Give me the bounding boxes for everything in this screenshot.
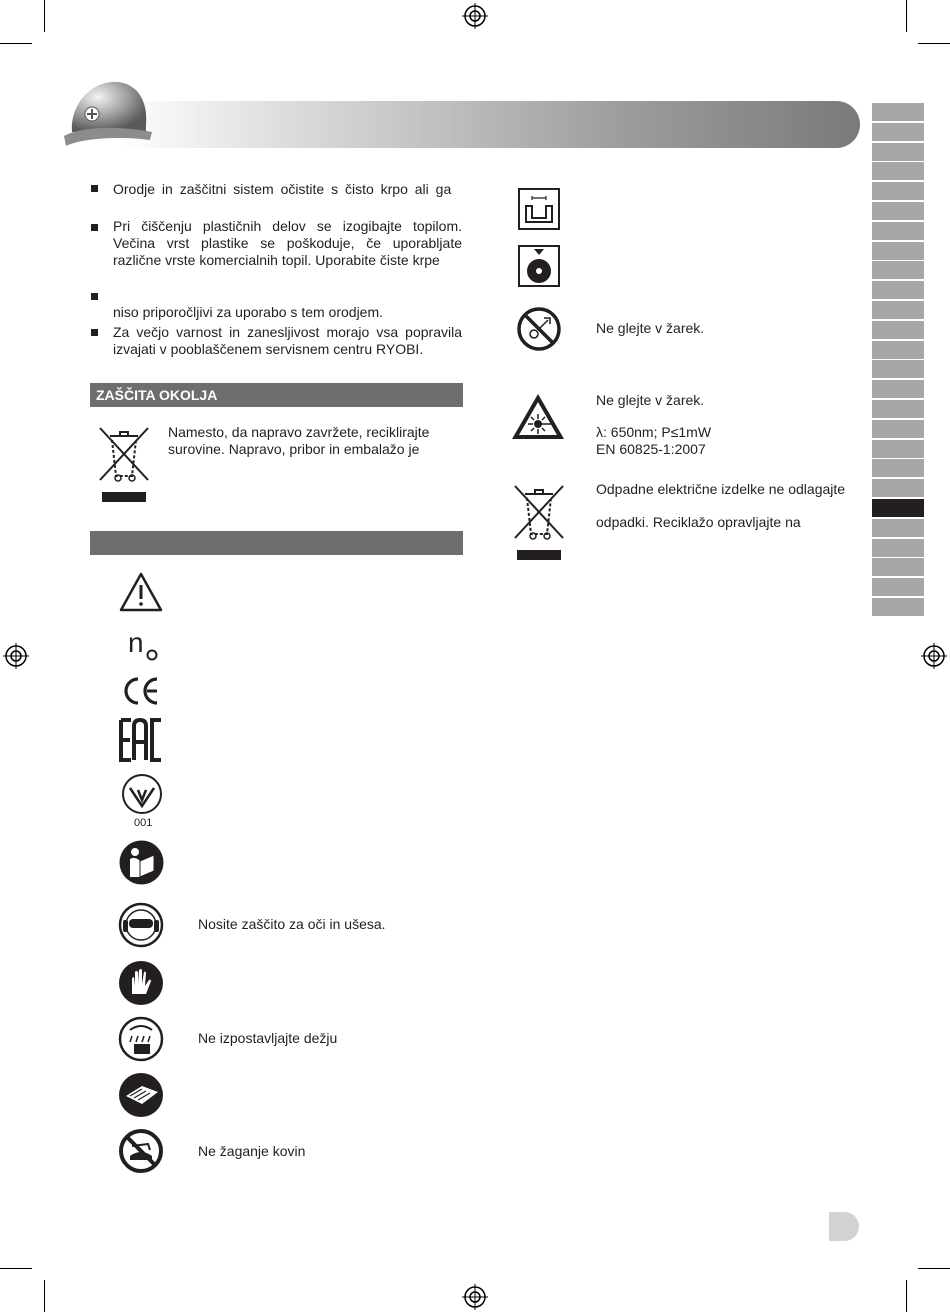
goggles-text: Nosite zaščito za oči in ušesa. <box>198 916 386 932</box>
eac-mark-icon <box>118 718 164 762</box>
language-tab <box>872 261 924 279</box>
language-tab <box>872 440 924 458</box>
bullet-square <box>91 329 98 336</box>
page-number-tab <box>829 1212 859 1241</box>
weee-text: Odpadne električne izdelke ne odlagajte <box>596 481 846 497</box>
language-tab <box>872 578 924 596</box>
svg-text:n: n <box>128 627 144 658</box>
bullet-text: Pri čiščenju plastičnih delov se izogibajte topilom. Večina vrst plastike se poškoduje, če uporabljate različne vrste komercialnih topil. Uporabite čiste krpe <box>113 218 462 268</box>
no-metal-cutting-icon <box>118 1128 164 1174</box>
bullet-text: Za večjo varnost in zanesljivost morajo vsa popravila izvajati v pooblaščenem servisnem centru RYOBI. <box>113 324 462 357</box>
language-tab <box>872 123 924 141</box>
bullet-square <box>91 224 98 231</box>
weee-bin-icon <box>511 482 567 562</box>
crop-mark <box>44 1280 45 1312</box>
language-tab <box>872 400 924 418</box>
section-heading <box>90 531 463 555</box>
laser-warning-icon <box>510 392 566 442</box>
cutting-depth-icon <box>518 188 560 230</box>
crop-mark <box>0 43 32 44</box>
crop-mark <box>44 0 45 32</box>
certificate-number: 001 <box>134 817 153 829</box>
language-tab <box>872 420 924 438</box>
language-tabs <box>872 103 924 618</box>
rain-text: Ne izpostavljajte dežju <box>198 1030 338 1046</box>
weee-text: odpadki. Reciklažo opravljajte na <box>596 514 801 530</box>
language-tab <box>872 222 924 240</box>
language-tab <box>872 242 924 260</box>
section-heading: ZAŠČITA OKOLJA <box>90 383 463 407</box>
language-tab <box>872 103 924 121</box>
no-load-speed-icon <box>126 626 162 662</box>
ukrainian-conformity-icon <box>120 772 164 816</box>
language-tab <box>872 459 924 477</box>
crop-mark <box>0 1268 32 1269</box>
bullet-text: niso priporočljivi za uporabo s tem orodjem. <box>113 304 384 320</box>
laser-warning-text: Ne glejte v žarek. <box>596 392 705 408</box>
laser-spec: λ: 650nm; P≤1mW <box>596 424 712 440</box>
header-bar <box>118 101 860 148</box>
language-tab <box>872 162 924 180</box>
ce-mark-icon <box>121 675 161 707</box>
registration-mark-icon <box>462 3 488 29</box>
language-tab <box>872 143 924 161</box>
language-tab <box>872 281 924 299</box>
bullet-square <box>91 185 98 192</box>
language-tab <box>872 380 924 398</box>
bullet-square <box>91 293 98 300</box>
language-tab <box>872 519 924 537</box>
language-tab <box>872 341 924 359</box>
warning-triangle-icon <box>118 571 164 613</box>
language-tab <box>872 598 924 616</box>
registration-mark-icon <box>462 1284 488 1310</box>
environment-text: Namesto, da napravo zavržete, reciklirajte surovine. Napravo, pribor in embalažo je <box>168 424 430 457</box>
saw-blade-icon <box>518 245 560 287</box>
language-tab <box>872 360 924 378</box>
cut-wood-icon <box>118 1072 164 1118</box>
bullet-text: Orodje in zaščitni sistem očistite s čisto krpo ali ga <box>113 181 452 197</box>
no-rain-icon <box>118 1016 164 1062</box>
read-manual-icon <box>118 839 165 886</box>
language-tab <box>872 301 924 319</box>
no-stare-laser-icon <box>516 306 562 352</box>
laser-standard: EN 60825-1:2007 <box>596 441 706 457</box>
goggles-ear-protection-icon <box>118 902 164 948</box>
language-tab <box>872 182 924 200</box>
language-tab <box>872 202 924 220</box>
hard-hat-icon <box>62 74 154 150</box>
registration-mark-icon <box>921 643 947 669</box>
laser-text: Ne glejte v žarek. <box>596 320 705 336</box>
crop-mark <box>906 1280 907 1312</box>
language-tab <box>872 539 924 557</box>
crop-mark <box>918 1268 950 1269</box>
registration-mark-icon <box>3 643 29 669</box>
language-tab <box>872 558 924 576</box>
crop-mark <box>918 43 950 44</box>
language-tab-active <box>872 499 924 517</box>
language-tab <box>872 321 924 339</box>
metal-text: Ne žaganje kovin <box>198 1143 306 1159</box>
crop-mark <box>906 0 907 32</box>
gloves-icon <box>118 960 164 1006</box>
weee-bin-icon <box>96 424 152 504</box>
language-tab <box>872 479 924 497</box>
